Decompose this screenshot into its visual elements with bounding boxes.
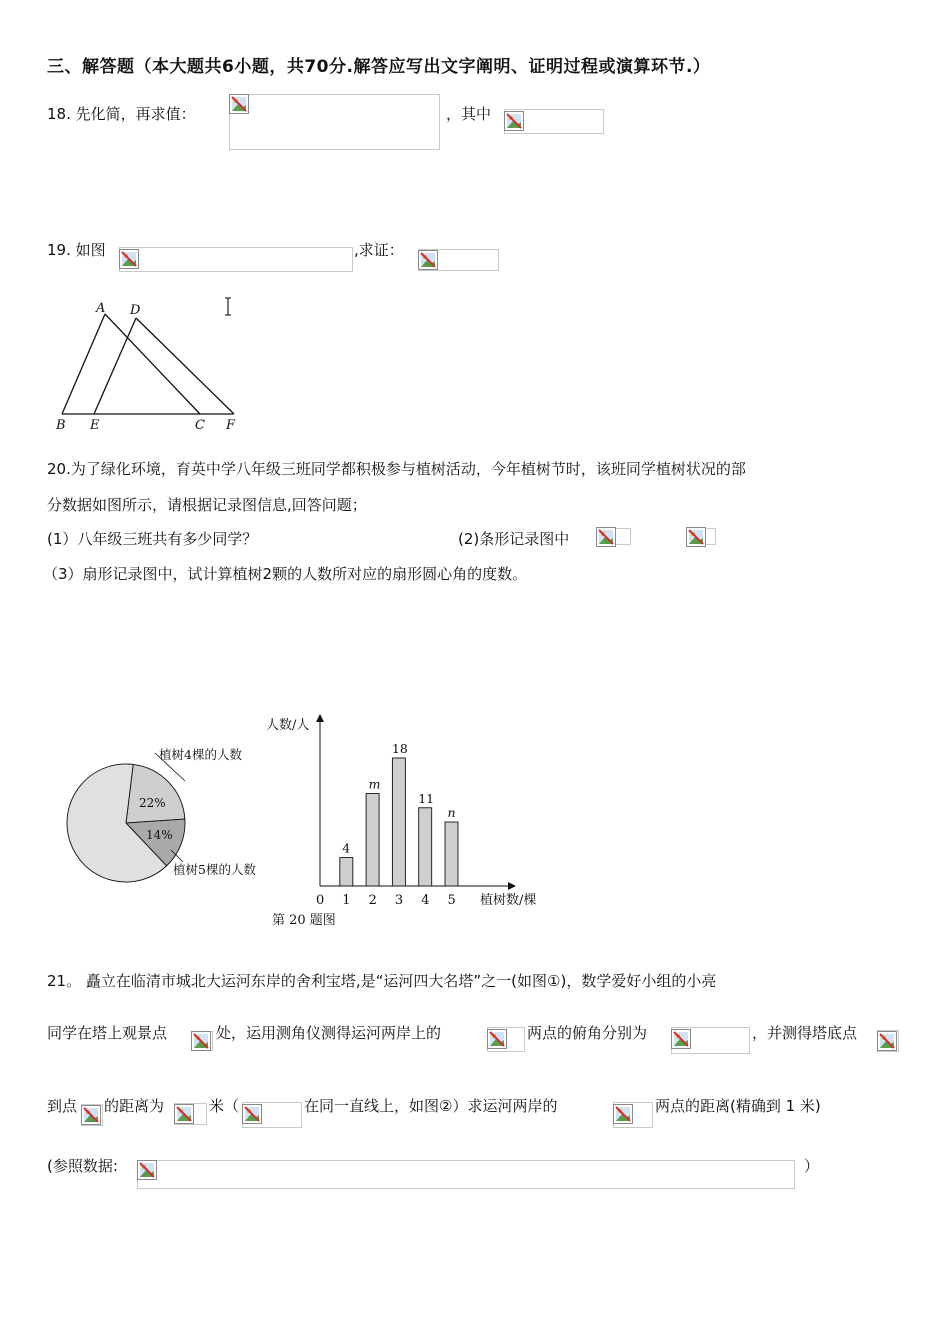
broken-image-icon	[81, 1105, 101, 1125]
broken-image-icon	[242, 1104, 262, 1124]
q21-l3e: 两点的距离(精确到 1 米)	[655, 1097, 821, 1115]
q21-l4b: ）	[804, 1157, 820, 1175]
bar-data-label: 4	[342, 840, 351, 856]
q21-l3b: 的距离为	[104, 1097, 165, 1115]
bar-3	[392, 758, 405, 886]
q19-prefix: 19. 如图	[47, 241, 106, 259]
broken-image-icon	[119, 249, 139, 269]
reference-data-image	[137, 1160, 795, 1189]
q21-l2d: ，并测得塔底点	[752, 1024, 858, 1042]
q21-line1: 21。 矗立在临清市城北大运河东岸的舍利宝塔,是“运河四大名塔”之一(如图①)，数学爱好小组的小亮	[47, 972, 717, 990]
broken-image-icon	[487, 1029, 507, 1049]
broken-image-icon	[671, 1029, 691, 1049]
label-F: F	[226, 418, 236, 433]
bar-x-tick: 5	[447, 893, 456, 908]
pie-chart	[55, 735, 295, 895]
label-B: B	[56, 418, 66, 433]
q20-sub3: （3）扇形记录图中，试计算植树2颗的人数所对应的扇形圆心角的度数。	[43, 565, 528, 583]
bar-ylabel: 人数/人	[266, 718, 310, 733]
bar-2	[366, 794, 379, 886]
q19-mid: ,求证：	[354, 241, 404, 259]
bar-x-tick: 0	[316, 893, 325, 908]
label-D: D	[130, 303, 141, 318]
label-A: A	[96, 301, 106, 316]
broken-image-icon	[418, 250, 438, 270]
q18-expression-image	[229, 94, 440, 150]
broken-image-icon	[686, 527, 706, 547]
q20-sub1: (1）八年级三班共有多少同学？	[47, 530, 258, 548]
broken-image-icon	[229, 94, 249, 114]
broken-image-icon	[137, 1160, 157, 1180]
bar-1	[340, 858, 353, 886]
broken-image-icon	[877, 1031, 897, 1051]
label-E: E	[90, 418, 100, 433]
broken-image-icon	[191, 1031, 211, 1051]
section-title: 三、解答题（本大题共6小题，共70分.解答应写出文字阐明、证明过程或演算环节.）	[47, 57, 711, 77]
broken-image-icon	[504, 111, 524, 131]
bar-x-tick: 4	[421, 893, 430, 908]
q21-l2a: 同学在塔上观景点	[47, 1024, 168, 1042]
q20-line2: 分数据如图所示，请根据记录图信息,回答问题；	[47, 496, 367, 514]
pie-pct-5: 14%	[146, 828, 173, 842]
pie-pct-4: 22%	[139, 796, 166, 810]
bar-5	[445, 822, 458, 886]
figure-caption: 第 20 题图	[272, 913, 336, 928]
bar-data-label: n	[447, 805, 456, 820]
q21-l2c: 两点的俯角分别为	[527, 1024, 648, 1042]
q21-l4a: (参照数据:	[47, 1157, 118, 1175]
q19-triangle-figure	[50, 296, 250, 436]
bar-x-tick: 1	[342, 893, 351, 908]
pie-label-4: 植树4棵的人数	[159, 747, 242, 762]
q21-l3c: 米（	[209, 1097, 240, 1115]
bar-x-tick: 3	[394, 893, 404, 908]
pie-slice-4	[126, 764, 185, 823]
pie-label-5: 植树5棵的人数	[173, 862, 256, 877]
q21-l3d: 在同一直线上，如图②）求运河两岸的	[304, 1097, 558, 1115]
bar-x-tick: 2	[368, 893, 377, 908]
broken-image-icon	[596, 527, 616, 547]
q21-l2b: 处，运用测角仪测得运河两岸上的	[216, 1024, 442, 1042]
label-C: C	[195, 418, 205, 433]
q18-prefix: 18. 先化简，再求值：	[47, 105, 196, 123]
bar-data-label: 18	[391, 741, 408, 756]
q20-line1: 20.为了绿化环境，育英中学八年级三班同学都积极参与植树活动，今年植树节时，该班同学植树状况的部	[47, 460, 746, 478]
q21-l3a: 到点	[47, 1097, 78, 1115]
q20-sub2: (2)条形记录图中	[458, 530, 570, 548]
q18-suffix: ，其中	[446, 105, 492, 123]
bar-data-label: m	[368, 776, 381, 792]
bar-xlabel: 植树数/棵	[480, 893, 537, 908]
q19-given-image	[119, 247, 353, 272]
bar-data-label: 11	[418, 790, 435, 806]
broken-image-icon	[613, 1104, 633, 1124]
bar-4	[419, 808, 432, 886]
text-cursor-icon	[222, 296, 234, 318]
bar-chart	[262, 708, 552, 938]
broken-image-icon	[174, 1104, 194, 1124]
